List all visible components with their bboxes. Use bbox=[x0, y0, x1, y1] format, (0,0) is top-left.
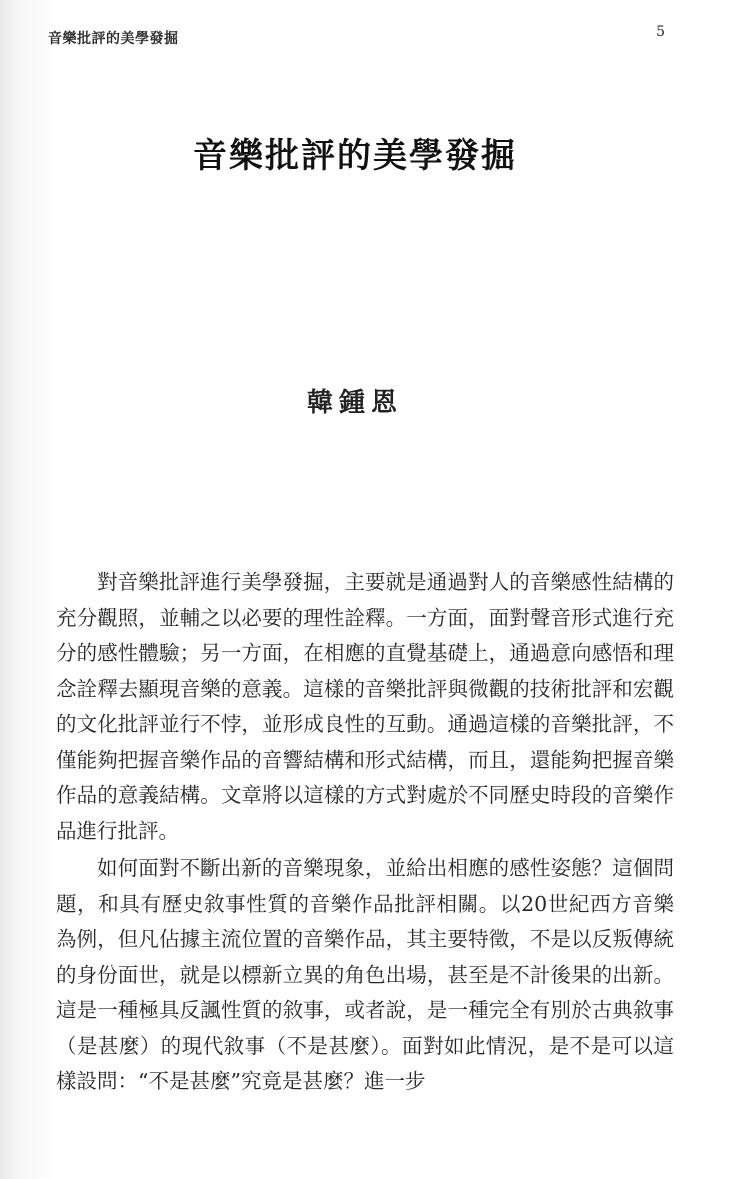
body-paragraph: 對音樂批評進行美學發掘，主要就是通過對人的音樂感性結構的充分觀照，並輔之以必要的理性詮釋。一方面，面對聲音形式進行充分的感性體驗；另一方面，在相應的直覺基礎上，通過意向感悟和理念詮釋去顯現音樂的意義。這樣的音樂批評與微觀的技術批評和宏觀的文化批評並行不悖，並形成良性的互動。通過這樣的音樂批評，不僅能夠把握音樂作品的音響結構和形式結構，而且，還能夠把握音樂作品的意義結構。文章將以這樣的方式對處於不同歷史時段的音樂作品進行批評。 bbox=[56, 570, 674, 843]
running-header-title: 音樂批評的美學發掘 bbox=[48, 31, 179, 47]
article-body bbox=[56, 565, 674, 1100]
author-name: 韓鍾恩 bbox=[306, 388, 403, 418]
article-title: 音樂批評的美學發掘 bbox=[193, 136, 517, 176]
page-number: 5 bbox=[656, 24, 665, 40]
body-paragraph: 如何面對不斷出新的音樂現象，並給出相應的感性姿態？這個問題，和具有歷史敘事性質的音樂作品批評相關。以20世紀西方音樂為例，但凡佔據主流位置的音樂作品，其主要特徵，不是以反叛傳統的身份面世，就是以標新立異的角色出場，甚至是不計後果的出新。這是一種極具反諷性質的敘事，或者說，是一種完全有別於古典敘事（是甚麼）的現代敘事（不是甚麼）。面對如此情況，是不是可以這樣設問：“不是甚麼”究竟是甚麼？進一步 bbox=[56, 856, 674, 1093]
